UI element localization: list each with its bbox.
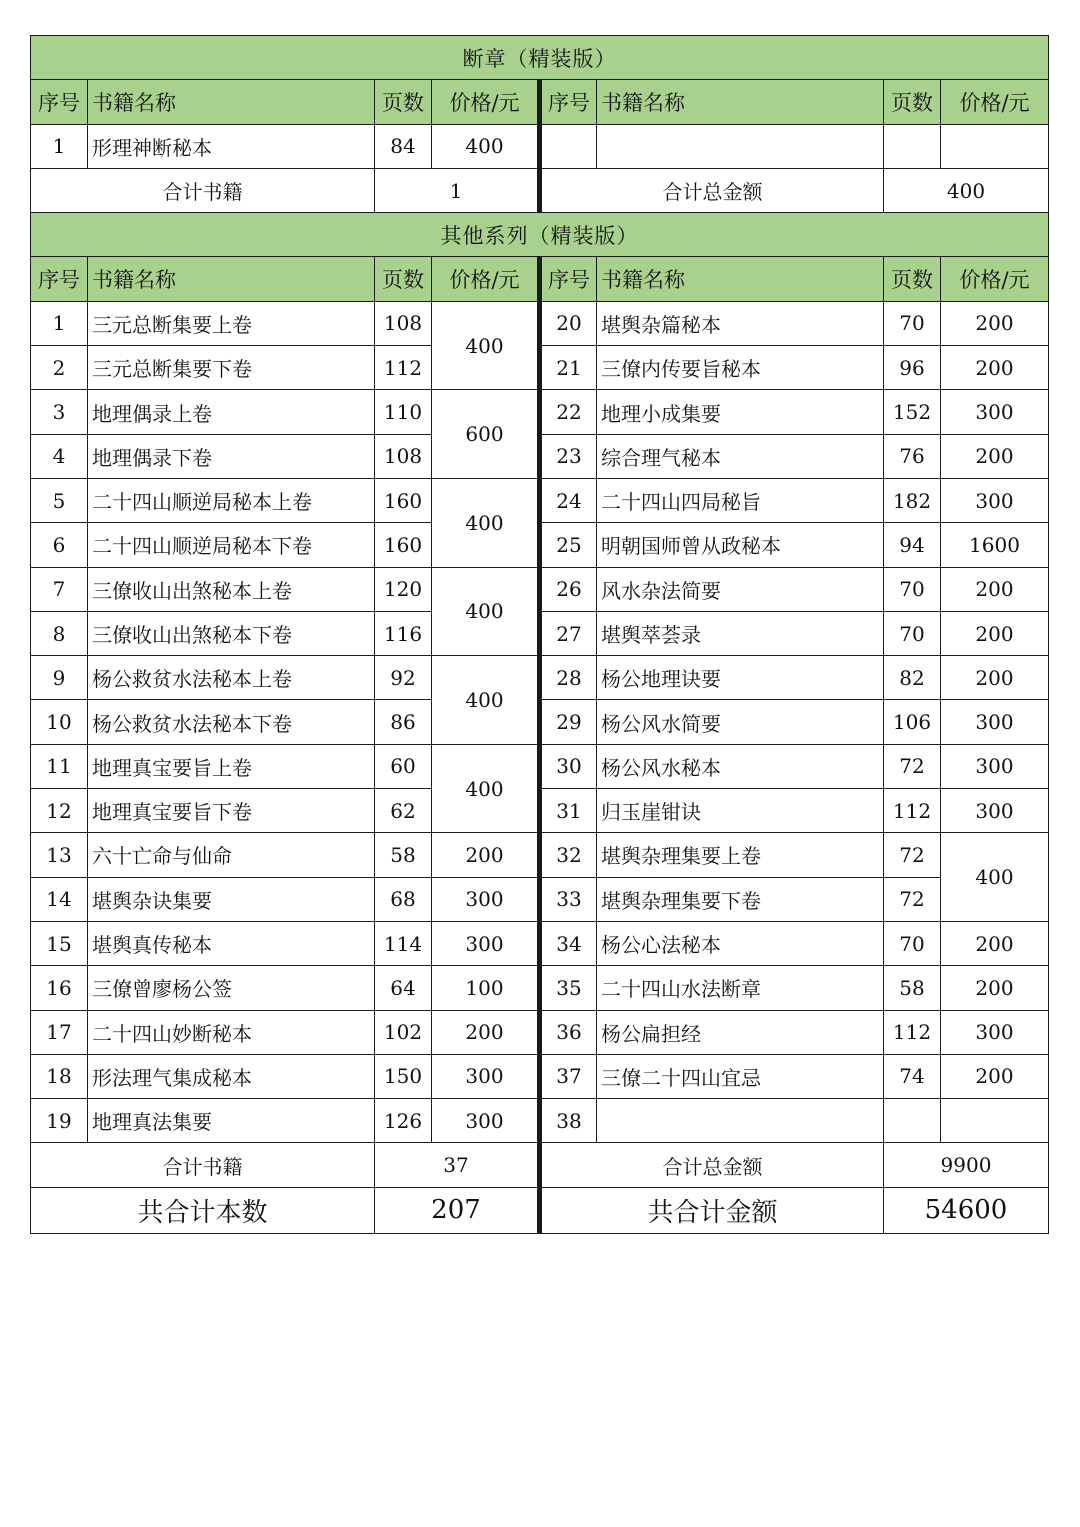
header-pages: 页数 — [884, 257, 941, 301]
row-no: 34 — [540, 921, 597, 965]
table-row — [31, 124, 1049, 168]
price: 200 — [941, 434, 1049, 478]
price: 400 — [432, 567, 540, 656]
header-price: 价格/元 — [432, 257, 540, 301]
book-name: 地理真宝要旨上卷 — [88, 744, 375, 788]
section-title-row — [31, 213, 1049, 257]
row-no: 15 — [31, 921, 88, 965]
header-pages: 页数 — [884, 80, 941, 124]
page-count: 62 — [375, 789, 432, 833]
page-count: 70 — [884, 567, 941, 611]
page-count: 82 — [884, 656, 941, 700]
book-name: 三僚曾廖杨公签 — [88, 966, 375, 1010]
book-name: 三僚二十四山宜忌 — [597, 1054, 884, 1098]
price: 200 — [941, 966, 1049, 1010]
price — [941, 124, 1049, 168]
price: 300 — [432, 1099, 540, 1143]
row-no: 10 — [31, 700, 88, 744]
book-name: 杨公风水简要 — [597, 700, 884, 744]
book-name: 地理偶录上卷 — [88, 390, 375, 434]
price: 200 — [432, 833, 540, 877]
row-no: 9 — [31, 656, 88, 700]
header-price: 价格/元 — [432, 80, 540, 124]
price: 200 — [941, 1054, 1049, 1098]
price: 400 — [432, 656, 540, 745]
row-no: 26 — [540, 567, 597, 611]
page-count: 84 — [375, 124, 432, 168]
book-name: 地理偶录下卷 — [88, 434, 375, 478]
row-no: 13 — [31, 833, 88, 877]
table-row — [31, 744, 1049, 788]
book-name: 二十四山四局秘旨 — [597, 478, 884, 522]
row-no: 6 — [31, 523, 88, 567]
book-name: 归玉崖钳诀 — [597, 789, 884, 833]
book-name: 堪舆杂理集要上卷 — [597, 833, 884, 877]
grand-amount-label: 共合计金额 — [540, 1187, 884, 1233]
price: 100 — [432, 966, 540, 1010]
row-no: 22 — [540, 390, 597, 434]
book-name: 三僚收山出煞秘本下卷 — [88, 611, 375, 655]
total-books-label: 合计书籍 — [31, 168, 375, 212]
book-name: 杨公扁担经 — [597, 1010, 884, 1054]
page-count: 112 — [884, 1010, 941, 1054]
row-no: 37 — [540, 1054, 597, 1098]
book-name: 综合理气秘本 — [597, 434, 884, 478]
page-count: 70 — [884, 611, 941, 655]
book-name: 堪舆杂诀集要 — [88, 877, 375, 921]
grand-total-row — [31, 1187, 1049, 1233]
row-no: 18 — [31, 1054, 88, 1098]
page-count: 160 — [375, 523, 432, 567]
total-books-value: 1 — [375, 168, 540, 212]
book-name: 三元总断集要上卷 — [88, 301, 375, 345]
page-count — [884, 1099, 941, 1143]
page-count: 160 — [375, 478, 432, 522]
page-count: 112 — [375, 346, 432, 390]
table-row — [31, 346, 1049, 390]
price: 200 — [941, 921, 1049, 965]
row-no: 31 — [540, 789, 597, 833]
book-name: 二十四山水法断章 — [597, 966, 884, 1010]
page-count: 106 — [884, 700, 941, 744]
price: 200 — [432, 1010, 540, 1054]
table-row — [31, 1010, 1049, 1054]
header-no: 序号 — [31, 80, 88, 124]
price: 300 — [941, 478, 1049, 522]
header-pages: 页数 — [375, 80, 432, 124]
row-no: 32 — [540, 833, 597, 877]
book-name: 形理神断秘本 — [88, 124, 375, 168]
page-count: 152 — [884, 390, 941, 434]
table-row — [31, 921, 1049, 965]
price: 200 — [941, 611, 1049, 655]
header-name: 书籍名称 — [597, 257, 884, 301]
book-name: 地理真法集要 — [88, 1099, 375, 1143]
page-count: 68 — [375, 877, 432, 921]
row-no: 33 — [540, 877, 597, 921]
book-name: 堪舆真传秘本 — [88, 921, 375, 965]
total-books-value: 37 — [375, 1143, 540, 1187]
page-count: 94 — [884, 523, 941, 567]
table-row — [31, 789, 1049, 833]
total-books-label: 合计书籍 — [31, 1143, 375, 1187]
row-no: 2 — [31, 346, 88, 390]
table-row — [31, 656, 1049, 700]
price: 300 — [941, 744, 1049, 788]
table-row — [31, 833, 1049, 877]
book-name — [597, 124, 884, 168]
price: 400 — [941, 833, 1049, 922]
book-name — [597, 1099, 884, 1143]
row-no: 12 — [31, 789, 88, 833]
book-name: 地理真宝要旨下卷 — [88, 789, 375, 833]
page-count: 74 — [884, 1054, 941, 1098]
table-row — [31, 523, 1049, 567]
price: 300 — [432, 921, 540, 965]
book-name: 六十亡命与仙命 — [88, 833, 375, 877]
row-no: 20 — [540, 301, 597, 345]
row-no: 29 — [540, 700, 597, 744]
price: 400 — [432, 744, 540, 833]
page-count: 76 — [884, 434, 941, 478]
row-no: 30 — [540, 744, 597, 788]
row-no: 36 — [540, 1010, 597, 1054]
table-row — [31, 301, 1049, 345]
table-row — [31, 700, 1049, 744]
book-name: 三元总断集要下卷 — [88, 346, 375, 390]
price: 400 — [432, 124, 540, 168]
table-row — [31, 478, 1049, 522]
row-no: 35 — [540, 966, 597, 1010]
row-no: 14 — [31, 877, 88, 921]
row-no: 1 — [31, 124, 88, 168]
section-title-row — [31, 36, 1049, 80]
page-count: 110 — [375, 390, 432, 434]
page-count: 114 — [375, 921, 432, 965]
book-name: 二十四山妙断秘本 — [88, 1010, 375, 1054]
row-no: 8 — [31, 611, 88, 655]
page-count: 102 — [375, 1010, 432, 1054]
price: 200 — [941, 301, 1049, 345]
page-count: 70 — [884, 921, 941, 965]
price: 300 — [432, 1054, 540, 1098]
page-count: 72 — [884, 744, 941, 788]
table-row — [31, 1099, 1049, 1143]
page-count: 86 — [375, 700, 432, 744]
price: 400 — [432, 301, 540, 390]
table-row — [31, 966, 1049, 1010]
book-name: 杨公心法秘本 — [597, 921, 884, 965]
price: 200 — [941, 567, 1049, 611]
page-count: 92 — [375, 656, 432, 700]
header-no: 序号 — [540, 80, 597, 124]
page-count: 70 — [884, 301, 941, 345]
column-header-row — [31, 257, 1049, 301]
price: 400 — [432, 478, 540, 567]
book-name: 堪舆杂篇秘本 — [597, 301, 884, 345]
row-no: 1 — [31, 301, 88, 345]
page-count: 72 — [884, 877, 941, 921]
section-title: 其他系列（精装版） — [31, 213, 1049, 257]
header-no: 序号 — [540, 257, 597, 301]
row-no: 21 — [540, 346, 597, 390]
header-price: 价格/元 — [941, 257, 1049, 301]
row-no: 16 — [31, 966, 88, 1010]
book-name: 杨公风水秘本 — [597, 744, 884, 788]
table-row — [31, 390, 1049, 434]
row-no: 5 — [31, 478, 88, 522]
book-name: 明朝国师曾从政秘本 — [597, 523, 884, 567]
page-count: 112 — [884, 789, 941, 833]
book-name: 堪舆萃荟录 — [597, 611, 884, 655]
header-name: 书籍名称 — [88, 80, 375, 124]
section-title: 断章（精装版） — [31, 36, 1049, 80]
header-pages: 页数 — [375, 257, 432, 301]
row-no: 4 — [31, 434, 88, 478]
row-no: 7 — [31, 567, 88, 611]
book-name: 地理小成集要 — [597, 390, 884, 434]
book-name: 三僚收山出煞秘本上卷 — [88, 567, 375, 611]
page-count: 96 — [884, 346, 941, 390]
book-name: 杨公救贫水法秘本下卷 — [88, 700, 375, 744]
total-amount-value: 400 — [884, 168, 1049, 212]
page-count: 58 — [375, 833, 432, 877]
row-no: 17 — [31, 1010, 88, 1054]
subtotal-row — [31, 1143, 1049, 1187]
price: 300 — [432, 877, 540, 921]
book-name: 二十四山顺逆局秘本下卷 — [88, 523, 375, 567]
book-name: 风水杂法简要 — [597, 567, 884, 611]
price: 200 — [941, 656, 1049, 700]
price: 200 — [941, 346, 1049, 390]
total-amount-value: 9900 — [884, 1143, 1049, 1187]
book-name: 杨公救贫水法秘本上卷 — [88, 656, 375, 700]
header-no: 序号 — [31, 257, 88, 301]
page-count: 150 — [375, 1054, 432, 1098]
price: 300 — [941, 1010, 1049, 1054]
table-row — [31, 434, 1049, 478]
header-price: 价格/元 — [941, 80, 1049, 124]
page-count: 116 — [375, 611, 432, 655]
book-name: 二十四山顺逆局秘本上卷 — [88, 478, 375, 522]
grand-books-label: 共合计本数 — [31, 1187, 375, 1233]
page-count: 64 — [375, 966, 432, 1010]
price: 600 — [432, 390, 540, 479]
table-row — [31, 611, 1049, 655]
table-row — [31, 567, 1049, 611]
row-no: 27 — [540, 611, 597, 655]
page-count: 72 — [884, 833, 941, 877]
row-no: 11 — [31, 744, 88, 788]
row-no: 24 — [540, 478, 597, 522]
price: 1600 — [941, 523, 1049, 567]
header-name: 书籍名称 — [88, 257, 375, 301]
page-count: 182 — [884, 478, 941, 522]
table-row — [31, 1054, 1049, 1098]
row-no: 19 — [31, 1099, 88, 1143]
grand-books-value: 207 — [375, 1187, 540, 1233]
row-no: 23 — [540, 434, 597, 478]
book-name: 堪舆杂理集要下卷 — [597, 877, 884, 921]
page-count: 60 — [375, 744, 432, 788]
price: 300 — [941, 700, 1049, 744]
page-count: 120 — [375, 567, 432, 611]
price: 300 — [941, 789, 1049, 833]
page-count: 108 — [375, 301, 432, 345]
page-count: 108 — [375, 434, 432, 478]
book-price-table — [30, 35, 1049, 1234]
page-count: 58 — [884, 966, 941, 1010]
table-row — [31, 877, 1049, 921]
row-no — [540, 124, 597, 168]
price — [941, 1099, 1049, 1143]
book-name: 形法理气集成秘本 — [88, 1054, 375, 1098]
row-no: 25 — [540, 523, 597, 567]
row-no: 38 — [540, 1099, 597, 1143]
book-name: 杨公地理诀要 — [597, 656, 884, 700]
grand-amount-value: 54600 — [884, 1187, 1049, 1233]
table-body — [31, 36, 1049, 1234]
price: 300 — [941, 390, 1049, 434]
page-count — [884, 124, 941, 168]
page-count: 126 — [375, 1099, 432, 1143]
header-name: 书籍名称 — [597, 80, 884, 124]
row-no: 3 — [31, 390, 88, 434]
book-name: 三僚内传要旨秘本 — [597, 346, 884, 390]
subtotal-row — [31, 168, 1049, 212]
column-header-row — [31, 80, 1049, 124]
row-no: 28 — [540, 656, 597, 700]
total-amount-label: 合计总金额 — [540, 1143, 884, 1187]
total-amount-label: 合计总金额 — [540, 168, 884, 212]
